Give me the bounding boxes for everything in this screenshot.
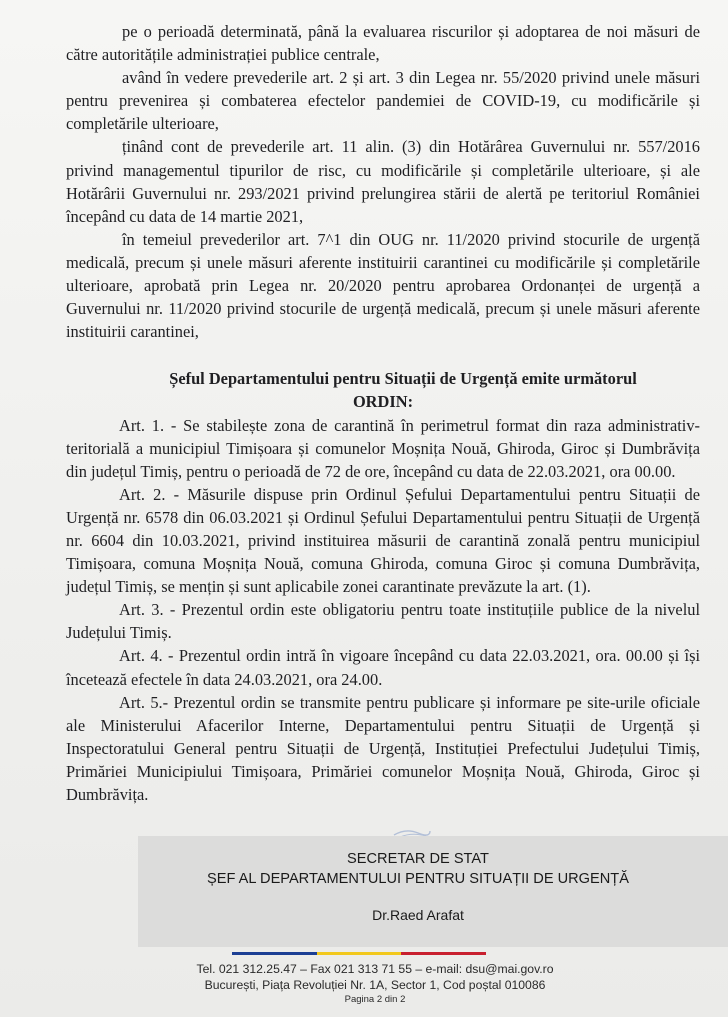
spacer (66, 343, 700, 367)
article-4: Art. 4. - Prezentul ordin intră în vigoare începând cu data 22.03.2021, ora. 00.00 și își încetează efectele în data 24.03.2021, ora 24.00. (66, 646, 700, 689)
intro-paragraph-2: având în vedere prevederile art. 2 și art. 3 din Legea nr. 55/2020 privind unele măsuri pentru prevenirea și combaterea efectelor pandemiei de COVID-19, cu modificările și completările ulterioare, (66, 68, 700, 134)
article-2: Art. 2. - Măsurile dispuse prin Ordinul Șefului Departamentului pentru Situații de Urgență nr. 6578 din 06.03.2021 și Ordinul Șefului Departamentului pentru Situații de Urgență nr. 6604 din 10.03.2021, privind instituirea măsurii de carantină zonală pentru municipiul Timișoara, comuna Moșnița Nouă, comuna Ghiroda, comuna Giroc și comuna Dumbrăvița, județul Timiș, se mențin și sunt aplicabile zonei carantinate prevăzute la art. (1). (66, 484, 700, 597)
footer-address: București, Piața Revoluției Nr. 1A, Sector 1, Cod poștal 010086 (204, 978, 546, 992)
signature-title-1: SECRETAR DE STAT (347, 851, 489, 867)
flag-yellow-stripe (317, 952, 402, 955)
signature-title-2: ȘEF AL DEPARTAMENTULUI PENTRU SITUAȚII DE URGENȚĂ (207, 871, 629, 887)
article-1: Art. 1. - Se stabilește zona de carantină în perimetrul format din raza administrativ-teritorială a municipiul Timișoara și comunelor Moșnița Nouă, Ghiroda, Giroc și Dumbrăvița din județul Timiș, pentru o perioadă de 72 de ore, începând cu data de 22.03.2021, ora 00.00. (66, 415, 700, 481)
page-number: Pagina 2 din 2 (344, 994, 406, 1005)
flag-blue-stripe (232, 952, 317, 955)
intro-paragraph-4: în temeiul prevederilor art. 7^1 din OUG nr. 11/2020 privind stocurile de urgență medicală, precum și unele măsuri aferente instituirii carantinei cu modificările și completările ulterioare, aprobată prin Legea nr. 20/2020 pentru aprobarea Ordonanței de urgență a Guvernului nr. 11/2020 privind stocurile de urgență medicală, precum și unele măsuri aferente instituirii carantinei, (66, 229, 700, 342)
signature-name: Dr.Raed Arafat (372, 907, 464, 923)
document-body (66, 20, 700, 806)
order-heading: Șeful Departamentului pentru Situații de Urgență emite următorul (169, 369, 637, 389)
intro-paragraph-1: pe o perioadă determinată, până la evaluarea riscurilor și adoptarea de noi măsuri de către autoritățile administrației publice centrale, (66, 22, 700, 65)
order-title: ORDIN: (352, 392, 414, 412)
article-3: Art. 3. - Prezentul ordin este obligatoriu pentru toate instituțiile publice de la nivelul Județului Timiș. (66, 600, 700, 643)
flag-red-stripe (401, 952, 486, 955)
footer-contact: Tel. 021 312.25.47 – Fax 021 313 71 55 – e-mail: dsu@mai.gov.ro (196, 962, 554, 976)
article-5: Art. 5.- Prezentul ordin se transmite pentru publicare și informare pe site-urile oficiale ale Ministerului Afacerilor Interne, Departamentului pentru Situații de Urgență și Inspectoratului General pentru Situații de Urgență, Instituției Prefectului Județului Timiș, Primăriei Municipiului Timișoara, Primăriei comunelor Moșnița Nouă, Ghiroda, Giroc și Dumbrăvița. (66, 692, 700, 804)
intro-paragraph-3: ținând cont de prevederile art. 11 alin. (3) din Hotărârea Guvernului nr. 557/2016 privind managementul tipurilor de risc, cu modificările și completările ulterioare, și ale Hotărârii Guvernului nr. 293/2021 privind prelungirea stării de alertă pe teritoriul României începând cu data de 14 martie 2021, (66, 137, 700, 226)
tricolor-divider (232, 952, 486, 955)
